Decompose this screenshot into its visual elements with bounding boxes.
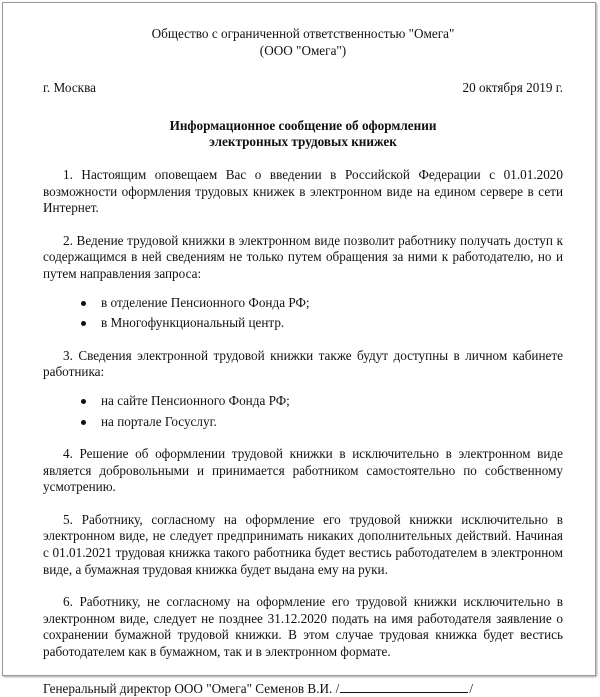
paragraph-4: 4. Решение об оформлении трудовой книжки в исключительно в электронном виде является добровольными и принимается работником самостоятельно по собственному усмотрению.: [43, 446, 563, 495]
bullet-icon: [81, 399, 86, 404]
bullet-icon: [81, 420, 86, 425]
signature-label: Генеральный директор ООО "Омега" Семенов В.И. /: [43, 680, 340, 696]
bullet-icon: [81, 301, 86, 306]
org-short-name: (ООО "Омега"): [259, 42, 347, 58]
paragraph-6: 6. Работнику, не согласному на оформление его трудовой книжки исключительно в электронном виде, следует не позднее 31.12.2020 подать на имя работодателя заявление о сохранении бумажной трудовой книжки. В этом случае трудовая книжка будет вестись работодателем как в бумажном, так и в электронном формате.: [43, 594, 563, 660]
paragraph-3-list: [43, 393, 563, 430]
document-page: [2, 2, 596, 696]
bullet-icon: [81, 321, 86, 326]
city: г. Москва: [43, 80, 96, 96]
list-item: в отделение Пенсионного Фонда РФ;: [43, 295, 563, 312]
paragraph-3: 3. Сведения электронной трудовой книжки также будут доступны в личном кабинете работника:: [43, 347, 563, 380]
title-line-1: Информационное сообщение об оформлении: [169, 117, 437, 133]
paragraph-5: 5. Работнику, согласному на оформление его трудовой книжки исключительно в электронном виде, не следует предпринимать никаких дополнительных действий. Начиная с 01.01.2021 трудовая книжка такого работника будет вестись работодателем в электронном виде, а бумажная трудовая книжка будет выдана ему на руки.: [43, 511, 563, 577]
title-line-2: электронных трудовых книжек: [209, 134, 397, 150]
document-date: 20 октября 2019 г.: [462, 80, 563, 96]
paragraph-2-list: [43, 295, 563, 332]
org-header: [43, 26, 563, 59]
signature-end: /: [469, 680, 473, 696]
org-name: Общество с ограниченной ответственностью "Омега": [151, 26, 455, 41]
signature-line: [340, 680, 468, 693]
document-content: [43, 26, 563, 697]
place-date-row: [43, 80, 563, 97]
list-item: на сайте Пенсионного Фонда РФ;: [43, 393, 563, 410]
list-item: в Многофункциональный центр.: [43, 315, 563, 332]
list-item: на портале Госуслуг.: [43, 414, 563, 431]
paragraph-2: 2. Ведение трудовой книжки в электронном виде позволит работнику получать доступ к содержащимся в ней сведениям не только путем обращения за ними к работодателю, но и путем направления запроса:: [43, 232, 563, 281]
document-title: [43, 118, 563, 151]
paragraph-1: 1. Настоящим оповещаем Вас о введении в Российской Федерации с 01.01.2020 возможности оформления трудовых книжек в электронном виде на едином сервере в сети Интернет.: [43, 166, 563, 216]
signature-block: [43, 680, 563, 697]
